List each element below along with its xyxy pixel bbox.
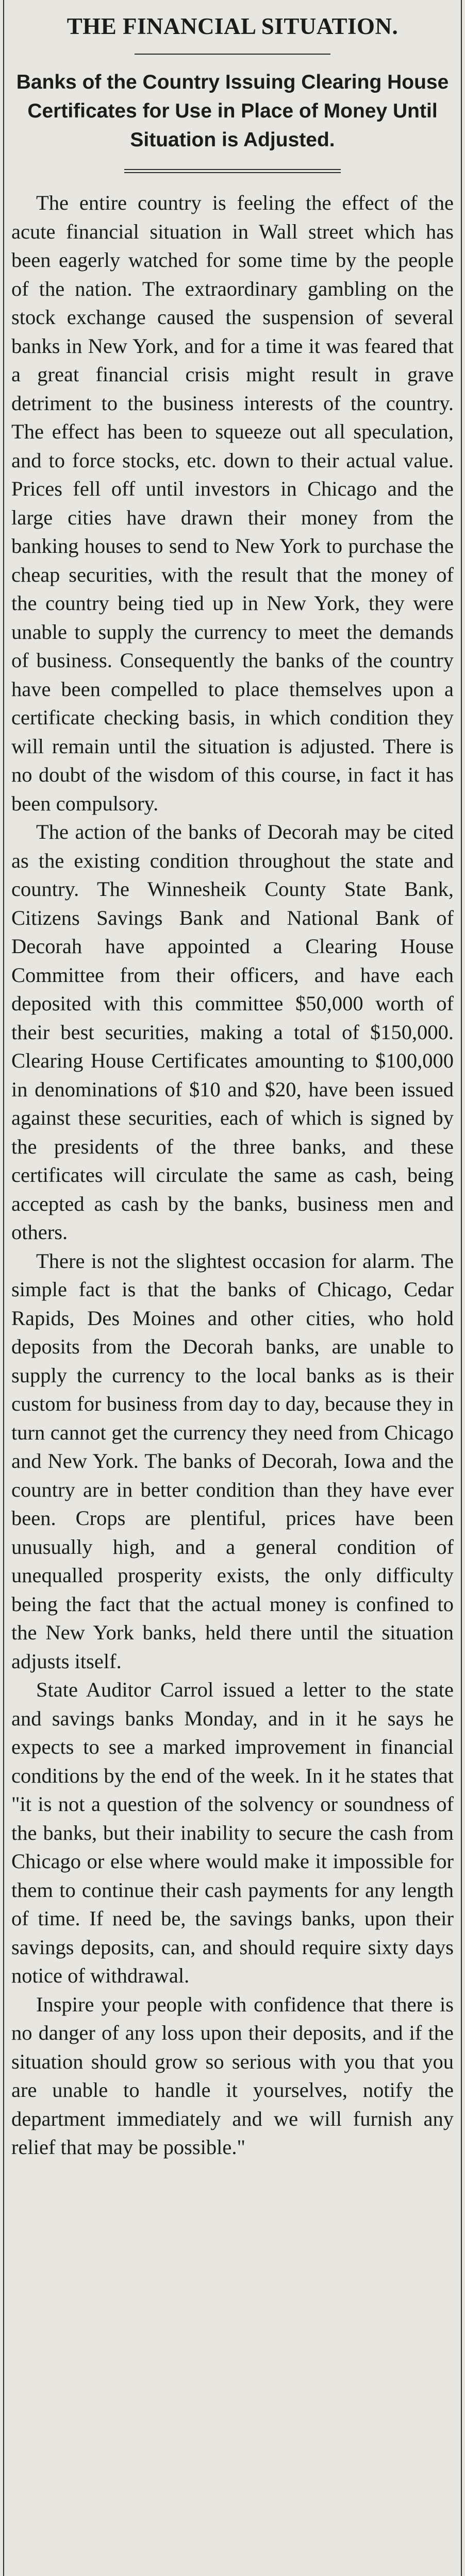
column-rule-left [3, 0, 4, 2576]
subheadline: Banks of the Country Issuing Clearing House Certificates for Use in Place of Money Until Situation is Adjusted. [16, 71, 449, 151]
paragraph-3: There is not the slightest occasion for alarm. The simple fact is that the banks of Chicago, Cedar Rapids, Des Moines and other cities, who hold deposits from the Decorah banks, are unable to supply the currency to the local banks as is their custom for business from day to day, because they in turn cannot get the currency they need from Chicago and New York. The banks of Decorah, Iowa and the country are in better condition than they have ever been. Crops are plentiful, prices have been unusually high, and a general condition of unequalled prosperity exists, the only difficulty being the fact that the actual money is confined to the New York banks, held there until the situation adjusts itself. [11, 1249, 454, 1673]
column-rule-right [461, 0, 462, 2576]
paragraph-5: Inspire your people with confidence that there is no danger of any loss upon their deposits, and if the situation should grow so serious with you that you are unable to handle it yourselves, notify the department immediately and we will furnish any relief that may be possible." [11, 1992, 454, 2159]
headline-divider [135, 54, 330, 55]
headline: THE FINANCIAL SITUATION. [67, 13, 398, 39]
paragraph-2: The action of the banks of Decorah may be cited as the existing condition throughout the state and country. The Winnesheik County State Bank, Citizens Savings Bank and National Bank of Decorah have appointed a Clearing House Committee from their officers, and have each deposited with this committee $50,000 worth of their best securities, making a total of $150,000. Clearing House Certificates amounting to $100,000 in denominations of $10 and $20, have been issued against these securities, each of which is signed by the presidents of the three banks, and these certificates will circulate the same as cash, being accepted as cash by the banks, business men and others. [11, 820, 454, 1244]
paragraph-4: State Auditor Carrol issued a letter to the state and savings banks Monday, and in it he says he expects to see a marked improvement in financial conditions by the end of the week. In it he states that "it is not a question of the solvency or soundness of the banks, but their inability to secure the cash from Chicago or else where would make it impossible for them to continue their cash payments for any length of time. If need be, the savings banks, upon their savings deposits, can, and should require sixty days notice of withdrawal. [11, 1678, 454, 1987]
paragraph-1: The entire country is feeling the effect of the acute financial situation in Wall street which has been eagerly watched for some time by the people of the nation. The extraordinary gambling on the stock exchange caused the suspension of several banks in New York, and for a time it was feared that a great financial crisis might result in grave detriment to the business interests of the country. The effect has been to squeeze out all speculation, and to force stocks, etc. down to their actual value. Prices fell off until investors in Chicago and the large cities have drawn their money from the banking houses to send to New York to purchase the cheap securities, with the result that the money of the country being tied up in New York, they were unable to supply the currency to meet the demands of business. Consequently the banks of the country have been compelled to place themselves upon a certificate checking basis, in which condition they will remain until the situation is adjusted. There is no doubt of the wisdom of this course, in fact it has been compulsory. [11, 191, 454, 815]
subhead-divider [124, 169, 341, 173]
article-body [11, 189, 454, 2162]
